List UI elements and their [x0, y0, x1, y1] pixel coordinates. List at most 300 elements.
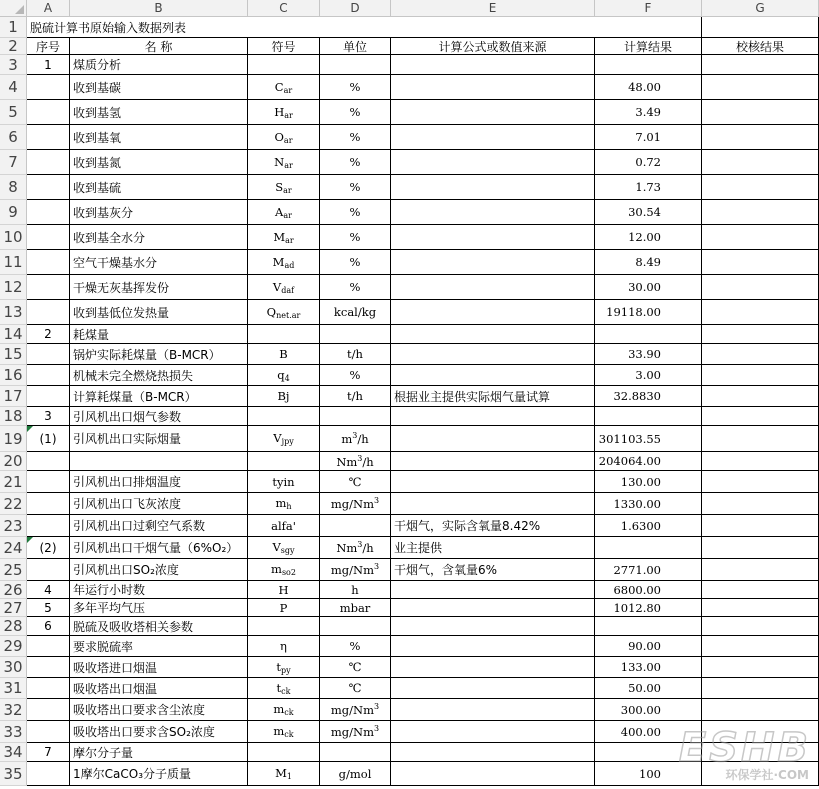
column-header-b[interactable]: B — [70, 0, 248, 17]
seq-value: 2 — [44, 327, 52, 341]
row-header[interactable]: 6 — [0, 125, 27, 150]
cell-unit[interactable] — [320, 125, 391, 150]
cell-unit[interactable] — [320, 743, 391, 762]
cell-symbol[interactable] — [248, 300, 320, 325]
cell-result[interactable] — [595, 225, 702, 250]
cell-name[interactable] — [70, 493, 248, 515]
header-check[interactable] — [702, 38, 819, 55]
cell-source[interactable] — [391, 344, 595, 365]
cell-seq[interactable] — [27, 365, 70, 386]
cell-symbol[interactable] — [248, 678, 320, 699]
cell-result[interactable] — [595, 617, 702, 636]
cell-seq[interactable] — [27, 617, 70, 636]
name-value: 引风机出口排烟温度 — [73, 475, 182, 489]
row-header[interactable]: 26 — [0, 581, 27, 599]
cell-result[interactable] — [595, 200, 702, 225]
cell-seq[interactable] — [27, 762, 70, 786]
cell-symbol[interactable] — [248, 75, 320, 100]
name-value: 1摩尔CaCO₃分子质量 — [73, 767, 192, 781]
cell-unit[interactable] — [320, 721, 391, 743]
cell-name[interactable] — [70, 426, 248, 452]
cell-check[interactable] — [702, 617, 819, 636]
row-header[interactable]: 7 — [0, 150, 27, 175]
row-header[interactable]: 20 — [0, 452, 27, 471]
sheet-title: 脱硫计算书原始输入数据列表 — [30, 20, 187, 35]
cell-name[interactable] — [70, 325, 248, 344]
cell-result[interactable] — [595, 537, 702, 559]
cell-check[interactable] — [702, 344, 819, 365]
header-seq[interactable] — [27, 38, 70, 55]
cell-check[interactable] — [702, 55, 819, 75]
cell-source[interactable] — [391, 493, 595, 515]
cell-source[interactable] — [391, 125, 595, 150]
cell-seq[interactable] — [27, 407, 70, 426]
cell-name[interactable] — [70, 452, 248, 471]
cell-unit[interactable] — [320, 275, 391, 300]
cell-check[interactable] — [702, 493, 819, 515]
cell-symbol[interactable] — [248, 200, 320, 225]
cell-name[interactable] — [70, 125, 248, 150]
cell-seq[interactable] — [27, 636, 70, 657]
header-seq-label: 序号 — [35, 39, 60, 54]
row-header[interactable]: 2 — [0, 38, 27, 55]
cell-result[interactable] — [595, 407, 702, 426]
row-header[interactable]: 11 — [0, 250, 27, 275]
cell-symbol[interactable] — [248, 721, 320, 743]
header-unit[interactable] — [320, 38, 391, 55]
cell-seq[interactable] — [27, 452, 70, 471]
cell-name[interactable] — [70, 250, 248, 275]
cell-check[interactable] — [702, 75, 819, 100]
cell-seq[interactable] — [27, 275, 70, 300]
cell-unit[interactable] — [320, 150, 391, 175]
cell-check[interactable] — [702, 225, 819, 250]
cell-name[interactable] — [70, 762, 248, 786]
cell-result[interactable] — [595, 699, 702, 721]
row-header[interactable]: 12 — [0, 275, 27, 300]
cell-unit[interactable] — [320, 559, 391, 581]
cell-unit[interactable] — [320, 407, 391, 426]
cell-unit[interactable] — [320, 581, 391, 599]
cell-result[interactable] — [595, 125, 702, 150]
cell-result[interactable] — [595, 300, 702, 325]
cell-check[interactable] — [702, 581, 819, 599]
row-header[interactable]: 17 — [0, 386, 27, 407]
cell-check[interactable] — [702, 300, 819, 325]
row-header[interactable]: 22 — [0, 493, 27, 515]
cell-source[interactable] — [391, 657, 595, 678]
cell-check[interactable] — [702, 200, 819, 225]
cell-check[interactable] — [702, 537, 819, 559]
cell-symbol[interactable] — [248, 471, 320, 493]
cell-check[interactable] — [702, 175, 819, 200]
cell-symbol[interactable] — [248, 617, 320, 636]
cell-name[interactable] — [70, 275, 248, 300]
cell-result[interactable] — [595, 559, 702, 581]
cell-seq[interactable] — [27, 493, 70, 515]
cell-symbol[interactable] — [248, 275, 320, 300]
cell-result[interactable] — [595, 344, 702, 365]
cell-name[interactable] — [70, 721, 248, 743]
row-header[interactable]: 4 — [0, 75, 27, 100]
cell-unit[interactable] — [320, 471, 391, 493]
cell-unit[interactable] — [320, 55, 391, 75]
cell-g1[interactable] — [702, 17, 819, 38]
cell-source[interactable] — [391, 559, 595, 581]
cell-source[interactable] — [391, 515, 595, 537]
row-header[interactable]: 1 — [0, 17, 27, 38]
row-header[interactable]: 28 — [0, 617, 27, 636]
cell-seq[interactable] — [27, 559, 70, 581]
cell-seq[interactable] — [27, 743, 70, 762]
cell-seq[interactable] — [27, 150, 70, 175]
cell-symbol[interactable] — [248, 344, 320, 365]
symbol-value — [274, 155, 293, 170]
cell-symbol[interactable] — [248, 407, 320, 426]
row-header[interactable]: 14 — [0, 325, 27, 344]
row-header[interactable]: 29 — [0, 636, 27, 657]
row-header[interactable]: 18 — [0, 407, 27, 426]
symbol-main: tyin — [272, 474, 295, 489]
cell-name[interactable] — [70, 617, 248, 636]
cell-symbol[interactable] — [248, 599, 320, 617]
cell-name[interactable] — [70, 175, 248, 200]
cell-check[interactable] — [702, 100, 819, 125]
cell-check[interactable] — [702, 559, 819, 581]
seq-value: 7 — [44, 745, 52, 759]
cell-source[interactable] — [391, 365, 595, 386]
cell-unit[interactable] — [320, 250, 391, 275]
cell-unit[interactable] — [320, 426, 391, 452]
cell-result[interactable] — [595, 386, 702, 407]
cell-source[interactable] — [391, 471, 595, 493]
cell-source[interactable] — [391, 581, 595, 599]
cell-unit[interactable] — [320, 515, 391, 537]
unit-main: % — [349, 130, 361, 144]
cell-result[interactable] — [595, 275, 702, 300]
cell-source[interactable] — [391, 275, 595, 300]
cell-result[interactable] — [595, 55, 702, 75]
cell-symbol[interactable] — [248, 743, 320, 762]
cell-source[interactable] — [391, 150, 595, 175]
cell-source[interactable] — [391, 699, 595, 721]
cell-name[interactable] — [70, 344, 248, 365]
row-header[interactable]: 16 — [0, 365, 27, 386]
cell-unit[interactable] — [320, 493, 391, 515]
cell-unit[interactable] — [320, 452, 391, 471]
cell-result[interactable] — [595, 325, 702, 344]
header-result[interactable] — [595, 38, 702, 55]
cell-seq[interactable] — [27, 721, 70, 743]
name-value: 要求脱硫率 — [73, 639, 134, 654]
cell-source[interactable] — [391, 100, 595, 125]
cell-symbol[interactable] — [248, 636, 320, 657]
cell-result[interactable] — [595, 515, 702, 537]
cell-source[interactable] — [391, 599, 595, 617]
cell-unit[interactable] — [320, 175, 391, 200]
cell-name[interactable] — [70, 471, 248, 493]
cell-unit[interactable] — [320, 200, 391, 225]
cell-source[interactable] — [391, 200, 595, 225]
cell-name[interactable] — [70, 55, 248, 75]
cell-check[interactable] — [702, 407, 819, 426]
row-header[interactable]: 13 — [0, 300, 27, 325]
cell-seq[interactable] — [27, 678, 70, 699]
result-value: 1.73 — [635, 180, 661, 194]
cell-seq[interactable] — [27, 581, 70, 599]
cell-source[interactable] — [391, 300, 595, 325]
cell-result[interactable] — [595, 100, 702, 125]
cell-seq[interactable] — [27, 200, 70, 225]
cell-symbol[interactable] — [248, 657, 320, 678]
cell-unit[interactable] — [320, 325, 391, 344]
cell-source[interactable] — [391, 407, 595, 426]
name-value: 引风机出口烟气参数 — [73, 409, 182, 424]
cell-check[interactable] — [702, 125, 819, 150]
cell-symbol[interactable] — [248, 537, 320, 559]
cell-seq[interactable] — [27, 325, 70, 344]
cell-check[interactable] — [702, 636, 819, 657]
row-header[interactable]: 31 — [0, 678, 27, 699]
cell-result[interactable] — [595, 452, 702, 471]
cell-seq[interactable] — [27, 75, 70, 100]
row-header[interactable]: 33 — [0, 721, 27, 743]
cell-unit[interactable] — [320, 537, 391, 559]
cell-source[interactable] — [391, 452, 595, 471]
cell-source[interactable] — [391, 225, 595, 250]
cell-unit[interactable] — [320, 678, 391, 699]
table-row — [0, 426, 819, 452]
symbol-main: Bj — [277, 389, 290, 403]
select-all-corner[interactable] — [0, 0, 27, 17]
cell-unit[interactable] — [320, 699, 391, 721]
cell-seq[interactable] — [27, 125, 70, 150]
header-symbol[interactable] — [248, 38, 320, 55]
row-header[interactable]: 23 — [0, 515, 27, 537]
cell-unit[interactable] — [320, 636, 391, 657]
cell-symbol[interactable] — [248, 100, 320, 125]
row-header[interactable]: 25 — [0, 559, 27, 581]
cell-check[interactable] — [702, 150, 819, 175]
cell-symbol[interactable] — [248, 493, 320, 515]
row-header[interactable]: 34 — [0, 743, 27, 762]
column-header-c[interactable]: C — [248, 0, 320, 17]
cell-seq[interactable] — [27, 300, 70, 325]
cell-result[interactable] — [595, 175, 702, 200]
cell-symbol[interactable] — [248, 365, 320, 386]
cell-unit[interactable] — [320, 599, 391, 617]
cell-unit[interactable] — [320, 300, 391, 325]
cell-check[interactable] — [702, 426, 819, 452]
cell-source[interactable] — [391, 762, 595, 786]
row-header[interactable]: 5 — [0, 100, 27, 125]
column-header-d[interactable]: D — [320, 0, 391, 17]
cell-seq[interactable] — [27, 426, 70, 452]
cell-name[interactable] — [70, 365, 248, 386]
row-header[interactable]: 10 — [0, 225, 27, 250]
cell-source[interactable] — [391, 325, 595, 344]
row-header[interactable]: 8 — [0, 175, 27, 200]
cell-symbol[interactable] — [248, 250, 320, 275]
column-header-e[interactable]: E — [391, 0, 595, 17]
cell-unit[interactable] — [320, 100, 391, 125]
cell-source[interactable] — [391, 743, 595, 762]
symbol-main: H — [274, 104, 285, 119]
cell-check[interactable] — [702, 599, 819, 617]
cell-unit[interactable] — [320, 762, 391, 786]
cell-name[interactable] — [70, 150, 248, 175]
cell-name[interactable] — [70, 100, 248, 125]
unit-superscript: 3 — [352, 431, 358, 440]
cell-unit[interactable] — [320, 75, 391, 100]
cell-name[interactable] — [70, 515, 248, 537]
cell-seq[interactable] — [27, 55, 70, 75]
cell-symbol[interactable] — [248, 452, 320, 471]
cell-result[interactable] — [595, 493, 702, 515]
column-header-f[interactable]: F — [595, 0, 702, 17]
cell-seq[interactable] — [27, 225, 70, 250]
cell-name[interactable] — [70, 75, 248, 100]
cell-symbol[interactable] — [248, 426, 320, 452]
cell-seq[interactable] — [27, 599, 70, 617]
cell-name[interactable] — [70, 657, 248, 678]
cell-unit[interactable] — [320, 365, 391, 386]
cell-seq[interactable] — [27, 515, 70, 537]
sheet-title-cell[interactable] — [27, 17, 702, 38]
cell-seq[interactable] — [27, 657, 70, 678]
cell-name[interactable] — [70, 386, 248, 407]
cell-symbol[interactable] — [248, 175, 320, 200]
cell-name[interactable] — [70, 225, 248, 250]
cell-seq[interactable] — [27, 699, 70, 721]
column-header-a[interactable]: A — [27, 0, 70, 17]
cell-name[interactable] — [70, 743, 248, 762]
cell-source[interactable] — [391, 537, 595, 559]
cell-result[interactable] — [595, 678, 702, 699]
watermark-text: ESHB — [678, 725, 811, 771]
cell-result[interactable] — [595, 657, 702, 678]
cell-symbol[interactable] — [248, 55, 320, 75]
cell-check[interactable] — [702, 325, 819, 344]
row-header[interactable]: 27 — [0, 599, 27, 617]
cell-result[interactable] — [595, 636, 702, 657]
cell-seq[interactable] — [27, 100, 70, 125]
cell-check[interactable] — [702, 386, 819, 407]
cell-check[interactable] — [702, 452, 819, 471]
row-header[interactable]: 21 — [0, 471, 27, 493]
symbol-value — [277, 389, 289, 403]
cell-symbol[interactable] — [248, 581, 320, 599]
row-header[interactable]: 24 — [0, 537, 27, 559]
cell-seq[interactable] — [27, 537, 70, 559]
cell-symbol[interactable] — [248, 515, 320, 537]
row-header[interactable]: 30 — [0, 657, 27, 678]
cell-result[interactable] — [595, 599, 702, 617]
cell-result[interactable] — [595, 365, 702, 386]
cell-unit[interactable] — [320, 225, 391, 250]
cell-check[interactable] — [702, 275, 819, 300]
row-header[interactable]: 35 — [0, 762, 27, 786]
cell-symbol[interactable] — [248, 225, 320, 250]
cell-check[interactable] — [702, 250, 819, 275]
cell-name[interactable] — [70, 300, 248, 325]
cell-symbol[interactable] — [248, 559, 320, 581]
cell-symbol[interactable] — [248, 386, 320, 407]
cell-unit[interactable] — [320, 657, 391, 678]
cell-check[interactable] — [702, 365, 819, 386]
cell-seq[interactable] — [27, 250, 70, 275]
cell-unit[interactable] — [320, 344, 391, 365]
cell-source[interactable] — [391, 75, 595, 100]
cell-check[interactable] — [702, 657, 819, 678]
cell-result[interactable] — [595, 471, 702, 493]
cell-source[interactable] — [391, 250, 595, 275]
cell-name[interactable] — [70, 678, 248, 699]
cell-seq[interactable] — [27, 386, 70, 407]
row-header[interactable]: 32 — [0, 699, 27, 721]
cell-result[interactable] — [595, 250, 702, 275]
cell-symbol[interactable] — [248, 699, 320, 721]
cell-check[interactable] — [702, 515, 819, 537]
cell-name[interactable] — [70, 581, 248, 599]
cell-check[interactable] — [702, 471, 819, 493]
cell-name[interactable] — [70, 699, 248, 721]
cell-result[interactable] — [595, 426, 702, 452]
header-source[interactable] — [391, 38, 595, 55]
row-header[interactable]: 3 — [0, 55, 27, 75]
row-header[interactable]: 19 — [0, 426, 27, 452]
cell-check[interactable] — [702, 678, 819, 699]
column-header-g[interactable]: G — [702, 0, 819, 17]
cell-symbol[interactable] — [248, 150, 320, 175]
cell-name[interactable] — [70, 200, 248, 225]
unit-main: % — [349, 155, 361, 169]
symbol-subscript: so2 — [281, 568, 296, 577]
cell-result[interactable] — [595, 150, 702, 175]
cell-symbol[interactable] — [248, 125, 320, 150]
cell-source[interactable] — [391, 426, 595, 452]
cell-source[interactable] — [391, 678, 595, 699]
cell-symbol[interactable] — [248, 762, 320, 786]
header-name[interactable] — [70, 38, 248, 55]
cell-check[interactable] — [702, 699, 819, 721]
cell-source[interactable] — [391, 386, 595, 407]
cell-source[interactable] — [391, 617, 595, 636]
cell-name[interactable] — [70, 559, 248, 581]
cell-unit[interactable] — [320, 386, 391, 407]
cell-seq[interactable] — [27, 471, 70, 493]
cell-symbol[interactable] — [248, 325, 320, 344]
cell-source[interactable] — [391, 55, 595, 75]
cell-source[interactable] — [391, 721, 595, 743]
cell-name[interactable] — [70, 537, 248, 559]
unit-main: % — [349, 639, 361, 653]
cell-name[interactable] — [70, 407, 248, 426]
cell-name[interactable] — [70, 636, 248, 657]
cell-result[interactable] — [595, 75, 702, 100]
cell-source[interactable] — [391, 175, 595, 200]
cell-source[interactable] — [391, 636, 595, 657]
row-header[interactable]: 9 — [0, 200, 27, 225]
cell-seq[interactable] — [27, 344, 70, 365]
column-header-bar — [0, 0, 819, 17]
cell-result[interactable] — [595, 581, 702, 599]
cell-unit[interactable] — [320, 617, 391, 636]
cell-seq[interactable] — [27, 175, 70, 200]
row-header[interactable]: 15 — [0, 344, 27, 365]
symbol-main: H — [278, 582, 289, 597]
cell-name[interactable] — [70, 599, 248, 617]
